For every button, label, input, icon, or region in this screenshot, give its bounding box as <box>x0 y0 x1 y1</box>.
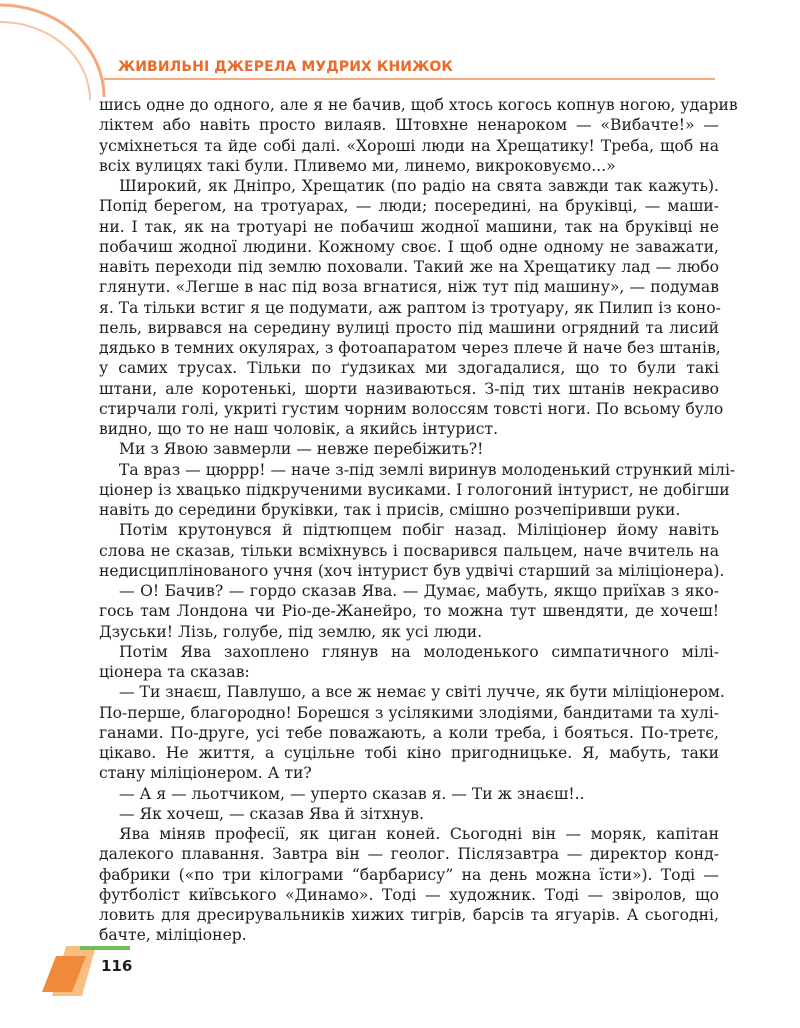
text-line: футболіст київського «Динамо». Тоді — художник. Тоді — звіролов, що <box>99 885 719 904</box>
text-line: Потім крутонувся й підтюпцем побіг назад. Міліціонер йому навіть <box>119 521 719 540</box>
page-number: 116 <box>101 957 133 975</box>
text-line: ни. І так, як на тротуарі не побачиш жодної машини, так на бруківці не <box>99 217 719 236</box>
text-line: гось там Лондона чи Ріо-де-Жанейро, то можна тут швендяти, де хочеш! <box>99 602 719 621</box>
text-line: ціонера та сказав: <box>99 663 250 681</box>
text-line: — Як хочеш, — сказав Ява й зітхнув. <box>119 804 425 823</box>
text-line: стану міліціонером. А ти? <box>99 764 312 783</box>
text-line: усміхнеться та йде собі далі. «Хороші люди на Хрещатику! Треба, щоб на <box>99 136 719 155</box>
text-line: далекого плавання. Завтра він — геолог. Післязавтра — директор конд- <box>99 845 719 864</box>
text-line: бачте, міліціонер. <box>99 926 247 945</box>
text-line: фабрики («по три кілограми “барбарису” на день можна їсти»). Тоді — <box>99 865 719 884</box>
header-decoration <box>0 0 800 110</box>
footer-green-bar <box>80 946 130 950</box>
text-line: глянути. «Легше в нас під воза вгнатися, ніж тут під машину», — подумав <box>99 278 719 297</box>
text-line: ловить для дресирувальників хижих тигрів, барсів та ягуарів. А сьогодні, <box>99 906 719 924</box>
text-line: всіх вулицях такі були. Пливемо ми, линемо, викроковуємо...» <box>99 156 616 175</box>
text-line: Ми з Явою завмерли — невже перебіжить?! <box>119 440 484 459</box>
text-line: у самих трусах. Тільки по ґудзиках ми здогадалися, що то були такі <box>99 359 719 378</box>
text-line: навіть переходи під землю поховали. Такий же на Хрещатику лад — любо <box>99 258 719 276</box>
text-line: цікаво. Не життя, а суцільне тобі кіно пригодницьке. Я, мабуть, таки <box>99 744 719 762</box>
text-line: стирчали голі, укриті густим чорним волоссям товсті ноги. По всьому було <box>99 399 724 418</box>
text-line: я. Та тільки встиг я це подумати, аж раптом із тротуару, як Пилип із коно- <box>99 298 721 317</box>
text-line: слова не сказав, тільки всміхнувсь і посварився пальцем, наче вчитель на <box>99 541 719 560</box>
text-line: видно, що то не наш чоловік, а якийсь інтурист. <box>99 420 499 438</box>
text-line: дядько в темних окулярах, з фотоапаратом через плече й наче без штанів, <box>99 339 721 357</box>
text-line: Та враз — цюррр! — наче з-під землі виринув молоденький стрункий мілі- <box>119 460 736 479</box>
text-line: шись одне до одного, але я не бачив, щоб хтось когось копнув ногою, ударив <box>99 96 738 114</box>
text-line: — О! Бачив? — гордо сказав Ява. — Думає, мабуть, якщо приїхав з яко- <box>119 582 719 600</box>
text-line: Широкий, як Дніпро, Хрещатик (по радіо на свята завжди так кажуть). <box>119 177 719 195</box>
text-line: Дзуськи! Лізь, голубе, під землю, як усі люди. <box>99 622 483 641</box>
text-line: недисциплінованого учня (хоч інтурист був удвічі старший за міліціонера). <box>99 561 725 580</box>
body-text <box>99 95 738 946</box>
section-title: ЖИВИЛЬНІ ДЖЕРЕЛА МУДРИХ КНИЖОК <box>118 59 453 75</box>
text-line: пель, вирвався на середину вулиці просто під машини огрядний та лисий <box>99 318 719 337</box>
text-line: ціонер із хвацько підкрученими вусиками. І гологоний інтурист, не добігши <box>99 480 730 499</box>
text-line: Попід берегом, на тротуарах, — люди; посередині, на бруківці, — маши- <box>99 197 719 216</box>
text-line: По-перше, благородно! Борешся з усілякими злодіями, бандитами та хулі- <box>99 703 719 722</box>
text-line: — Ти знаєш, Павлушо, а все ж немає у світі лучче, як бути міліціонером. <box>119 683 725 702</box>
text-line: побачиш жодної людини. Кожному своє. І щоб одне одному не заважати, <box>99 237 719 256</box>
text-line: ганами. По-друге, усі тебе поважають, а коли треба, і бояться. По-третє, <box>99 723 719 742</box>
text-line: навіть до середини бруківки, так і присів, смішно розчепіривши руки. <box>99 501 681 519</box>
text-line: Ява міняв професії, як циган коней. Сьогодні він — моряк, капітан <box>119 825 719 843</box>
text-line: — А я — льотчиком, — уперто сказав я. — Ти ж знаєш!.. <box>119 784 585 803</box>
text-line: ліктем або навіть просто вилаяв. Штовхне ненароком — «Вибачте!» — <box>99 116 719 135</box>
text-line: Потім Ява захоплено глянув на молоденького симпатичного мілі- <box>119 642 719 661</box>
text-line: штани, але коротенькі, шорти називаються. З-під тих штанів некрасиво <box>99 379 719 398</box>
